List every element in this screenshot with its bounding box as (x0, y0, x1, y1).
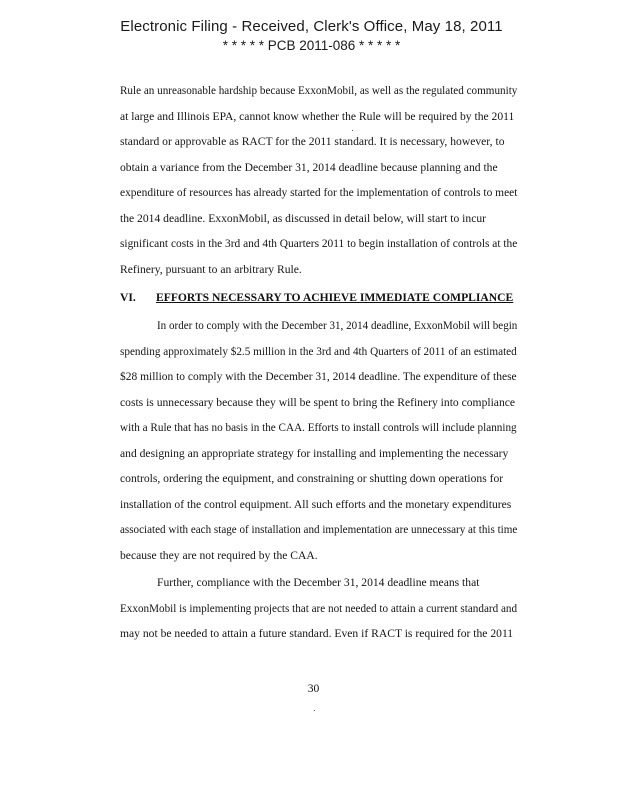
text-line: controls, ordering the equipment, and constraining or shutting down operations for (120, 472, 504, 485)
text-line: ExxonMobil is implementing projects that are not needed to attain a current standard and (120, 602, 518, 615)
text-line: may not be needed to attain a future standard. Even if RACT is required for the 2011 (120, 627, 514, 640)
section-title: EFFORTS NECESSARY TO ACHIEVE IMMEDIATE COMPLIANCE (156, 291, 514, 304)
text-line: Rule an unreasonable hardship because ExxonMobil, as well as the regulated community (120, 84, 518, 97)
text-line: at large and Illinois EPA, cannot know whether the Rule will be required by the 2011 (120, 110, 515, 123)
text-line: because they are not required by the CAA. (120, 549, 318, 562)
text-line: installation of the control equipment. All such efforts and the monetary expenditures (120, 498, 512, 511)
scan-speck (352, 130, 353, 131)
text-line: $28 million to comply with the December 31, 2014 deadline. The expenditure of these (120, 370, 517, 383)
text-line: obtain a variance from the December 31, 2014 deadline because planning and the (120, 161, 498, 174)
scan-speck (314, 710, 315, 711)
text-line: the 2014 deadline. ExxonMobil, as discussed in detail below, will start to incur (120, 212, 486, 225)
text-line: and designing an appropriate strategy for installing and implementing the necessary (120, 447, 509, 460)
text-line: Refinery, pursuant to an arbitrary Rule. (120, 263, 302, 276)
text-line: Further, compliance with the December 31, 2014 deadline means that (157, 576, 480, 589)
filing-stamp-line2: * * * * * PCB 2011-086 * * * * * (222, 38, 401, 53)
text-line: with a Rule that has no basis in the CAA. Efforts to install controls will include planning (120, 421, 517, 434)
text-line: standard or approvable as RACT for the 2011 standard. It is necessary, however, to (120, 135, 505, 148)
text-line: spending approximately $2.5 million in the 3rd and 4th Quarters of 2011 of an estimated (120, 345, 517, 358)
page-number: 30 (307, 682, 320, 695)
section-number: VI. (120, 291, 136, 304)
text-line: expenditure of resources has already started for the implementation of controls to meet (120, 186, 518, 199)
filing-stamp-line1: Electronic Filing - Received, Clerk's Office, May 18, 2011 (120, 18, 503, 35)
text-line: In order to comply with the December 31, 2014 deadline, ExxonMobil will begin (157, 319, 518, 332)
text-line: costs is unnecessary because they will be spent to bring the Refinery into compliance (120, 396, 516, 409)
text-line: significant costs in the 3rd and 4th Quarters 2011 to begin installation of controls at the (120, 237, 518, 250)
text-line: associated with each stage of installation and implementation are unnecessary at this time (120, 523, 518, 536)
